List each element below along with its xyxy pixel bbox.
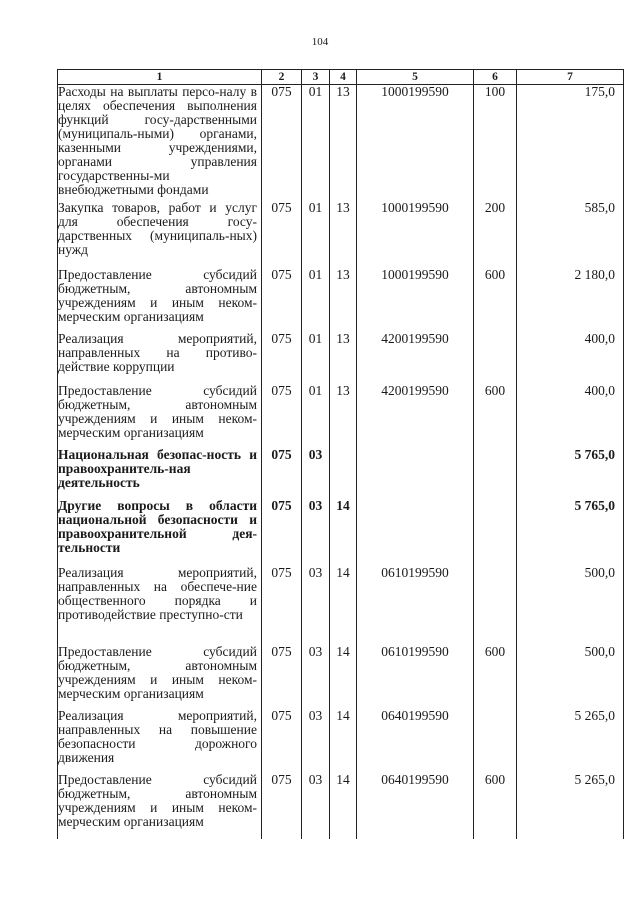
cell-amount: 500,0: [517, 645, 624, 709]
table-row: [58, 499, 624, 566]
cell-section: 03: [302, 566, 330, 645]
row-name: Предоставление субсидий бюджетным, автономным учреждениям и иным неком-мерческим организациям: [58, 384, 262, 448]
cell-section: 03: [302, 499, 330, 566]
cell-subsection: 13: [330, 268, 357, 332]
budget-table: [57, 69, 624, 839]
column-header: 5: [357, 70, 474, 85]
cell-amount: 5 765,0: [517, 448, 624, 499]
cell-target-article: 1000199590: [357, 85, 474, 201]
row-name: Предоставление субсидий бюджетным, автономным учреждениям и иным неком-мерческим организациям: [58, 268, 262, 332]
cell-subsection: [330, 448, 357, 499]
cell-admin-code: 075: [262, 85, 302, 201]
cell-target-article: 4200199590: [357, 384, 474, 448]
column-header: 4: [330, 70, 357, 85]
cell-admin-code: 075: [262, 268, 302, 332]
cell-expense-type: 200: [474, 201, 517, 268]
cell-target-article: 0610199590: [357, 566, 474, 645]
row-name: Реализация мероприятий, направленных на повышение безопасности дорожного движения: [58, 709, 262, 773]
cell-admin-code: 075: [262, 566, 302, 645]
cell-section: 01: [302, 332, 330, 384]
cell-admin-code: 075: [262, 332, 302, 384]
cell-expense-type: 600: [474, 645, 517, 709]
cell-amount: 500,0: [517, 566, 624, 645]
cell-expense-type: 100: [474, 85, 517, 201]
table-row: [58, 448, 624, 499]
column-header: 6: [474, 70, 517, 85]
cell-section: 01: [302, 384, 330, 448]
cell-expense-type: [474, 499, 517, 566]
cell-admin-code: 075: [262, 645, 302, 709]
table-row: [58, 566, 624, 645]
cell-expense-type: 600: [474, 384, 517, 448]
cell-section: 03: [302, 709, 330, 773]
table-row: [58, 268, 624, 332]
row-name: Предоставление субсидий бюджетным, автономным учреждениям и иным неком-мерческим организациям: [58, 773, 262, 839]
cell-target-article: [357, 499, 474, 566]
cell-admin-code: 075: [262, 384, 302, 448]
column-header: 3: [302, 70, 330, 85]
cell-subsection: 13: [330, 201, 357, 268]
cell-target-article: 0610199590: [357, 645, 474, 709]
row-name: Другие вопросы в области национальной безопасности и правоохранительной дея-тельности: [58, 499, 262, 566]
cell-amount: 5 265,0: [517, 773, 624, 839]
cell-subsection: 13: [330, 384, 357, 448]
cell-admin-code: 075: [262, 773, 302, 839]
cell-expense-type: [474, 709, 517, 773]
table-row: [58, 773, 624, 839]
page-number: 104: [311, 36, 329, 48]
cell-subsection: 14: [330, 773, 357, 839]
cell-section: 01: [302, 268, 330, 332]
column-header: 7: [517, 70, 624, 85]
cell-subsection: 14: [330, 566, 357, 645]
cell-target-article: [357, 448, 474, 499]
row-name: Предоставление субсидий бюджетным, автономным учреждениям и иным неком-мерческим организациям: [58, 645, 262, 709]
cell-section: 01: [302, 85, 330, 201]
cell-section: 03: [302, 773, 330, 839]
cell-amount: 175,0: [517, 85, 624, 201]
cell-expense-type: 600: [474, 268, 517, 332]
cell-expense-type: [474, 566, 517, 645]
cell-section: 03: [302, 448, 330, 499]
cell-expense-type: [474, 448, 517, 499]
table-header-row: [58, 70, 624, 85]
row-name: Реализация мероприятий, направленных на обеспече-ние общественного порядка и противодействие преступно-сти: [58, 566, 262, 645]
cell-admin-code: 075: [262, 499, 302, 566]
table-row: [58, 645, 624, 709]
cell-admin-code: 075: [262, 709, 302, 773]
row-name: Национальная безопас-ность и правоохранитель-ная деятельность: [58, 448, 262, 499]
cell-amount: 400,0: [517, 384, 624, 448]
row-name: Расходы на выплаты персо-налу в целях обеспечения выполнения функций госу-дарственными (муниципаль-ными) органами, казенными учреждениями, органами управления государственны-ми внебюджетными фондами: [58, 85, 262, 201]
column-header: 1: [58, 70, 262, 85]
cell-expense-type: 600: [474, 773, 517, 839]
cell-target-article: 0640199590: [357, 709, 474, 773]
cell-amount: 5 765,0: [517, 499, 624, 566]
cell-section: 01: [302, 201, 330, 268]
cell-expense-type: [474, 332, 517, 384]
cell-subsection: 13: [330, 85, 357, 201]
cell-section: 03: [302, 645, 330, 709]
cell-target-article: 1000199590: [357, 201, 474, 268]
row-name: Реализация мероприятий, направленных на противо-действие коррупции: [58, 332, 262, 384]
cell-admin-code: 075: [262, 448, 302, 499]
table-row: [58, 384, 624, 448]
column-header: 2: [262, 70, 302, 85]
table-row: [58, 201, 624, 268]
cell-amount: 585,0: [517, 201, 624, 268]
cell-target-article: 1000199590: [357, 268, 474, 332]
cell-target-article: 0640199590: [357, 773, 474, 839]
cell-admin-code: 075: [262, 201, 302, 268]
cell-subsection: 14: [330, 709, 357, 773]
table-row: [58, 85, 624, 201]
table-row: [58, 709, 624, 773]
table-row: [58, 332, 624, 384]
cell-amount: 400,0: [517, 332, 624, 384]
cell-subsection: 14: [330, 645, 357, 709]
cell-subsection: 13: [330, 332, 357, 384]
cell-amount: 2 180,0: [517, 268, 624, 332]
cell-target-article: 4200199590: [357, 332, 474, 384]
cell-subsection: 14: [330, 499, 357, 566]
row-name: Закупка товаров, работ и услуг для обеспечения госу-дарственных (муниципаль-ных) нужд: [58, 201, 262, 268]
cell-amount: 5 265,0: [517, 709, 624, 773]
